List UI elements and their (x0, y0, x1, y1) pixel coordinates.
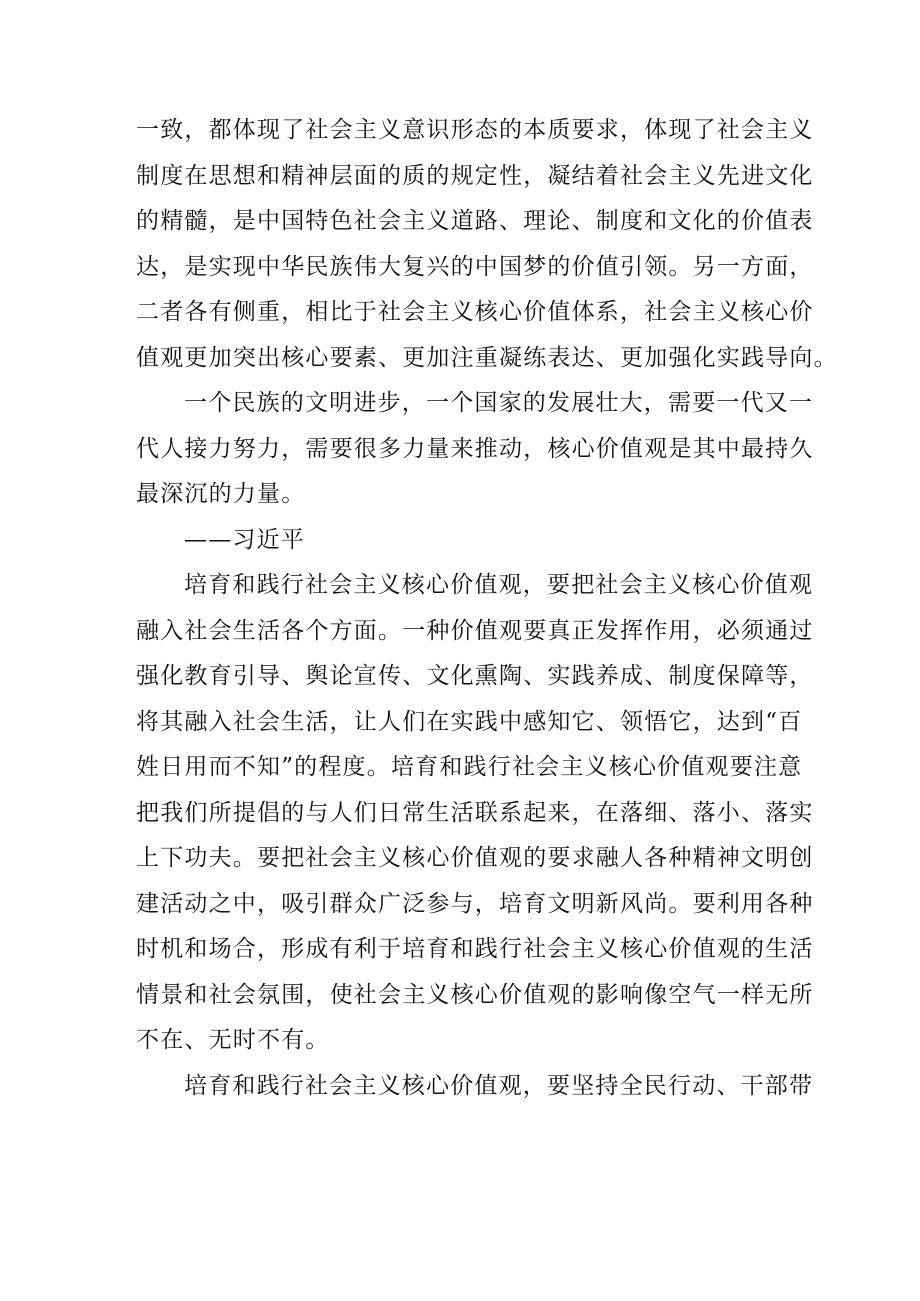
text-line: 培育和践行社会主义核心价值观，要把社会主义核心价值观 (184, 572, 814, 598)
text-line: 将其融入社会生活，让人们在实践中感知它、领悟它，达到“百 (136, 708, 803, 735)
text-line: 不在、无时不有。 (136, 1027, 330, 1053)
text-line: 时机和场合，形成有利于培育和践行社会主义核心价值观的生活 (136, 936, 814, 962)
text-line: 建活动之中，吸引群众广泛参与，培育文明新风尚。要利用各种 (136, 890, 814, 917)
text-line: 达，是实现中华民族伟大复兴的中国梦的价值引领。另一方面， (136, 253, 814, 280)
text-line: 融入社会生活各个方面。一种价值观要真正发挥作用，必须通过 (136, 617, 814, 644)
quote-line: 一个民族的文明进步，一个国家的发展壮大，需要一代又一 (184, 390, 814, 416)
text-line: 姓日用而不知”的程度。培育和践行社会主义核心价值观要注意 (136, 754, 803, 780)
text-line: 把我们所提倡的与人们日常生活联系起来，在落细、落小、落实 (136, 799, 814, 826)
text-line: 上下功夫。要把社会主义核心价值观的要求融人各种精神文明创 (136, 845, 814, 871)
text-line: 制度在思想和精神层面的质的规定性，凝结着社会主义先进文化 (136, 162, 814, 189)
text-line: 情景和社会氛围，使社会主义核心价值观的影响像空气一样无所 (136, 981, 814, 1008)
quote-attribution: ——习近平 (184, 526, 305, 553)
text-line: 强化教育引导、舆论宣传、文化熏陶、实践养成、制度保障等， (136, 663, 814, 689)
text-line: 的精髓，是中国特色社会主义道路、理论、制度和文化的价值表 (136, 208, 814, 234)
quote-line: 最深沉的力量。 (136, 481, 306, 507)
text-line: 值观更加突出核心要素、更加注重凝练表达、更加强化实践导向。 (136, 344, 838, 371)
text-line: 一致，都体现了社会主义意识形态的本质要求，体现了社会主义 (136, 117, 814, 143)
text-line: 二者各有侧重，相比于社会主义核心价值体系，社会主义核心价 (136, 299, 814, 325)
quote-line: 代人接力努力，需要很多力量来推动，核心价值观是其中最持久 (136, 435, 814, 462)
document-body (136, 108, 838, 1109)
text-line: 培育和践行社会主义核心价值观，要坚持全民行动、干部带 (184, 1072, 814, 1099)
